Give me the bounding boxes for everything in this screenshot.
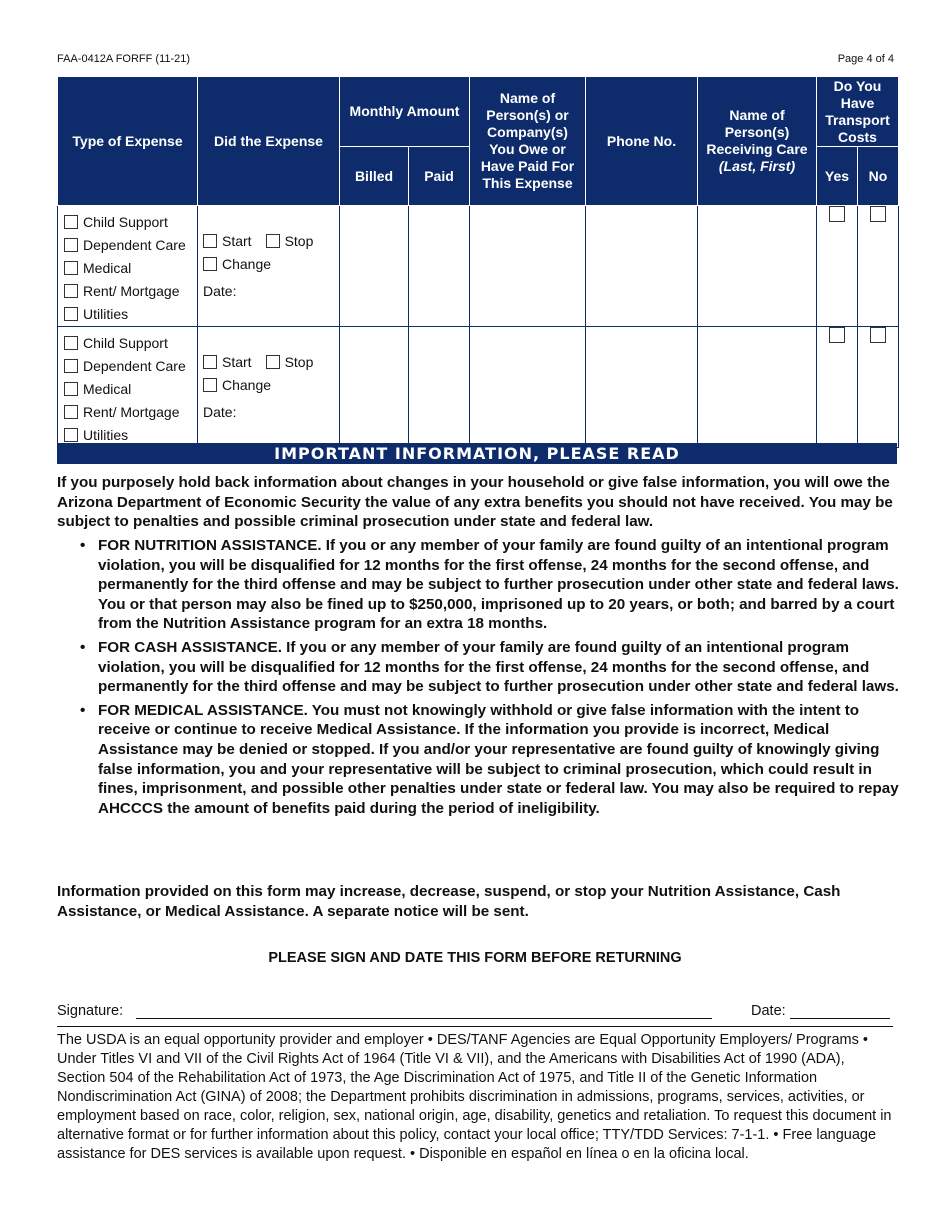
- date-label: Date:: [751, 1003, 786, 1019]
- name-receiving-field[interactable]: [698, 327, 817, 448]
- type-option[interactable]: Child Support: [64, 211, 197, 234]
- col-name-receiving-label: Name of Person(s) Receiving Care: [706, 107, 808, 157]
- type-option[interactable]: Child Support: [64, 332, 197, 355]
- bullet-icon: •: [80, 638, 86, 656]
- did-cell: [198, 206, 340, 327]
- checkbox[interactable]: [64, 359, 78, 373]
- checkbox[interactable]: [203, 257, 217, 271]
- paid-field[interactable]: [409, 327, 470, 448]
- checkbox[interactable]: [64, 307, 78, 321]
- name-receiving-field[interactable]: [698, 206, 817, 327]
- col-name-company: Name of Person(s) or Company(s) You Owe or Have Paid For This Expense: [470, 77, 586, 206]
- list-item: • FOR CASH ASSISTANCE. If you or any member of your family are found guilty of an intentional program violation, you will be disqualified for 12 months for the first offense, 24 months for the second offense, and permanently for the third offense and may be subject to further prosecution under other state and federal laws.: [80, 638, 899, 696]
- list-item: • FOR MEDICAL ASSISTANCE. You must not knowingly withhold or give false information with the intent to receive or continue to receive Medical Assistance. If the information you provide is incorrect, Medical Assistance may be denied or stopped. If you and/or your representative are found guilty of knowingly giving false information, you and your representative will be subject to criminal prosecution, which could result in fines, imprisonment, and possible other penalties under state or federal law. You may also be required to repay AHCCCS the amount of benefits paid during the period of ineligibility.: [80, 701, 899, 817]
- checkbox[interactable]: [64, 284, 78, 298]
- bullet-icon: •: [80, 537, 86, 554]
- col-name-receiving: [698, 77, 817, 206]
- checkbox[interactable]: [64, 238, 78, 252]
- col-no: No: [858, 147, 899, 206]
- col-phone: Phone No.: [586, 77, 698, 206]
- date-label: Date:: [203, 283, 237, 299]
- col-paid: Paid: [409, 147, 470, 206]
- phone-field[interactable]: [586, 206, 698, 327]
- col-monthly-amount: Monthly Amount: [340, 77, 470, 147]
- checkbox[interactable]: [266, 355, 280, 369]
- billed-field[interactable]: [340, 206, 409, 327]
- billed-field[interactable]: [340, 327, 409, 448]
- checkbox[interactable]: [203, 378, 217, 392]
- start-option[interactable]: Start: [203, 233, 252, 249]
- signature-field[interactable]: [136, 1018, 712, 1019]
- type-cell: [58, 206, 198, 327]
- col-did-the-expense: Did the Expense: [198, 77, 340, 206]
- type-option[interactable]: Dependent Care: [64, 355, 197, 378]
- checkbox[interactable]: [64, 382, 78, 396]
- transport-yes-checkbox[interactable]: [829, 206, 845, 222]
- type-option[interactable]: Utilities: [64, 303, 197, 326]
- info-paragraph: Information provided on this form may increase, decrease, suspend, or stop your Nutrition Assistance, Cash Assistance, or Medical Assistance. A separate notice will be sent.: [57, 883, 841, 920]
- stop-option[interactable]: Stop: [266, 354, 314, 370]
- important-banner: IMPORTANT INFORMATION, PLEASE READ: [57, 443, 897, 464]
- checkbox[interactable]: [64, 336, 78, 350]
- checkbox[interactable]: [203, 234, 217, 248]
- list-item: • FOR NUTRITION ASSISTANCE. If you or any member of your family are found guilty of an intentional program violation, you will be disqualified for 12 months for the first offense, 24 months for the second offense, and permanently for the third offense and may be subject to further prosecution under other state and federal laws. You or that person may also be fined up to $250,000, imprisoned up to 20 years, or both; and barred by a court from the Nutrition Assistance program for an extra 18 months.: [80, 537, 899, 633]
- table-row: [58, 206, 899, 327]
- sign-prompt: PLEASE SIGN AND DATE THIS FORM BEFORE RETURNING: [268, 950, 682, 966]
- col-type-of-expense: Type of Expense: [58, 77, 198, 206]
- signature-label: Signature:: [57, 1003, 124, 1019]
- footer-notice: The USDA is an equal opportunity provider and employer • DES/TANF Agencies are Equal Opportunity Employers/ Programs • Under Titles VI and VII of the Civil Rights Act of 1964 (Title VI & VII), and the Americans with Disabilities Act of 1990 (ADA), Section 504 of the Rehabilitation Act of 1973, the Age Discrimination Act of 1975, and Title II of the Genetic Information Nondiscrimination Act (GINA) of 2008; the Department prohibits discrimination in admissions, programs, services, activities, or employment based on race, color, religion, sex, national origin, age, disability, genetics and retaliation. To request this document in alternative format or for further information about this policy, contact your local office; TTY/TDD Services: 7-1-1. • Free language assistance for DES services is available upon request. • Disponible en español en línea o en la oficina local.: [57, 1032, 892, 1162]
- name-company-field[interactable]: [470, 206, 586, 327]
- table-row: [58, 327, 899, 448]
- paid-field[interactable]: [409, 206, 470, 327]
- type-option[interactable]: Medical: [64, 257, 197, 280]
- phone-field[interactable]: [586, 327, 698, 448]
- checkbox[interactable]: [64, 215, 78, 229]
- type-option[interactable]: Medical: [64, 378, 197, 401]
- date-field[interactable]: [790, 1018, 890, 1019]
- change-option[interactable]: Change: [203, 253, 339, 276]
- checkbox[interactable]: [64, 405, 78, 419]
- start-option[interactable]: Start: [203, 354, 252, 370]
- transport-no-checkbox[interactable]: [870, 206, 886, 222]
- name-company-field[interactable]: [470, 327, 586, 448]
- stop-option[interactable]: Stop: [266, 233, 314, 249]
- divider: [57, 1026, 893, 1027]
- assistance-list: [80, 536, 900, 822]
- col-last-first: (Last, First): [718, 158, 796, 174]
- type-option[interactable]: Dependent Care: [64, 234, 197, 257]
- bullet-icon: •: [80, 701, 86, 719]
- type-cell: [58, 327, 198, 448]
- checkbox[interactable]: [64, 261, 78, 275]
- col-yes: Yes: [817, 147, 858, 206]
- did-cell: [198, 327, 340, 448]
- type-option[interactable]: Rent/ Mortgage: [64, 401, 197, 424]
- transport-no-checkbox[interactable]: [870, 327, 886, 343]
- type-option[interactable]: Utilities: [64, 424, 197, 447]
- date-label: Date:: [203, 404, 237, 420]
- transport-yes-checkbox[interactable]: [829, 327, 845, 343]
- checkbox[interactable]: [203, 355, 217, 369]
- warning-paragraph: If you purposely hold back information about changes in your household or give false information, you will owe the Arizona Department of Economic Security the value of any extra benefits you should not have received. You may be subject to penalties and possible criminal prosecution under state and federal law.: [57, 474, 893, 531]
- form-id: FAA-0412A FORFF (11-21): [57, 53, 191, 65]
- page-number: Page 4 of 4: [837, 53, 894, 65]
- col-billed: Billed: [340, 147, 409, 206]
- checkbox[interactable]: [266, 234, 280, 248]
- col-transport: Do You Have Transport Costs: [817, 77, 899, 147]
- type-option[interactable]: Rent/ Mortgage: [64, 280, 197, 303]
- checkbox[interactable]: [64, 428, 78, 442]
- change-option[interactable]: Change: [203, 374, 339, 397]
- expense-table: [57, 76, 899, 448]
